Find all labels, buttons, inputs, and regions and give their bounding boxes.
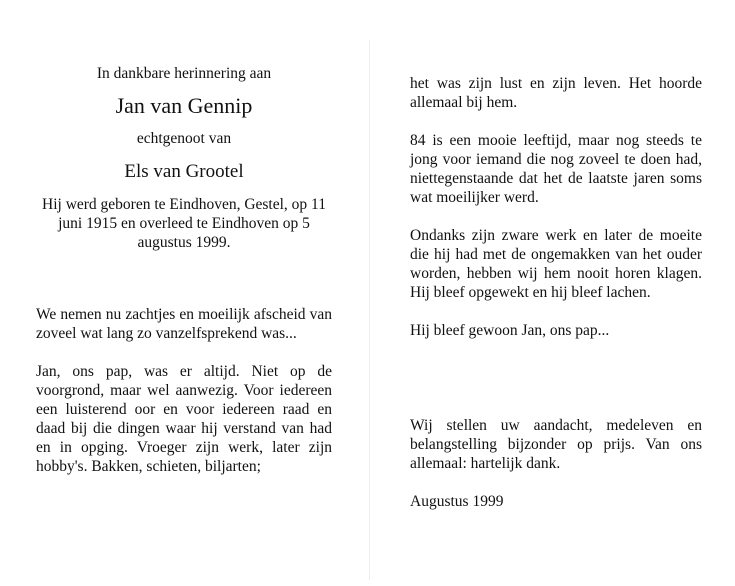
intro-line: In dankbare herinnering aan xyxy=(96,65,272,82)
left-page xyxy=(36,64,332,476)
age-paragraph: 84 is een mooie leeftijd, maar nog steeds te jong voor iemand die nog zoveel te doen had, niettegenstaande dat het de laatste jaren soms wat moeilijker werd. xyxy=(410,132,702,206)
closing-line: Hij bleef gewoon Jan, ons pap... xyxy=(410,322,610,339)
tribute-paragraph: Jan, ons pap, was er altijd. Niet op de voorgrond, maar wel aanwezig. Voor iedereen een luisterend oor en voor iedereen raad en daad bij die dingen waar hij verstand van had en in opging. Vroeger zijn werk, later zijn hobby's. Bakken, schieten, biljarten; xyxy=(36,363,332,475)
tribute-continued-paragraph: het was zijn lust en zijn leven. Het hoorde allemaal bij hem. xyxy=(410,75,702,111)
spouse-label: echtgenoot van xyxy=(136,130,232,147)
right-page xyxy=(410,74,702,511)
card-fold-line xyxy=(369,40,370,580)
farewell-paragraph: We nemen nu zachtjes en moeilijk afscheid van zoveel wat lang zo vanzelfsprekend was... xyxy=(36,306,332,342)
spouse-name: Els van Grootel xyxy=(124,161,244,182)
deceased-name: Jan van Gennip xyxy=(115,93,253,118)
character-paragraph: Ondanks zijn zware werk en later de moeite die hij had met de ongemakken van het ouder worden, hebben wij hem nooit horen klagen. Hij bleef opgewekt en hij bleef lachen. xyxy=(410,227,702,301)
birth-death-text: Hij werd geboren te Eindhoven, Gestel, op 11 juni 1915 en overleed te Eindhoven op 5 augustus 1999. xyxy=(42,196,326,251)
thanks-paragraph: Wij stellen uw aandacht, medeleven en belangstelling bijzonder op prijs. Van ons allemaal: hartelijk dank. xyxy=(410,417,702,472)
card-date: Augustus 1999 xyxy=(410,493,504,510)
